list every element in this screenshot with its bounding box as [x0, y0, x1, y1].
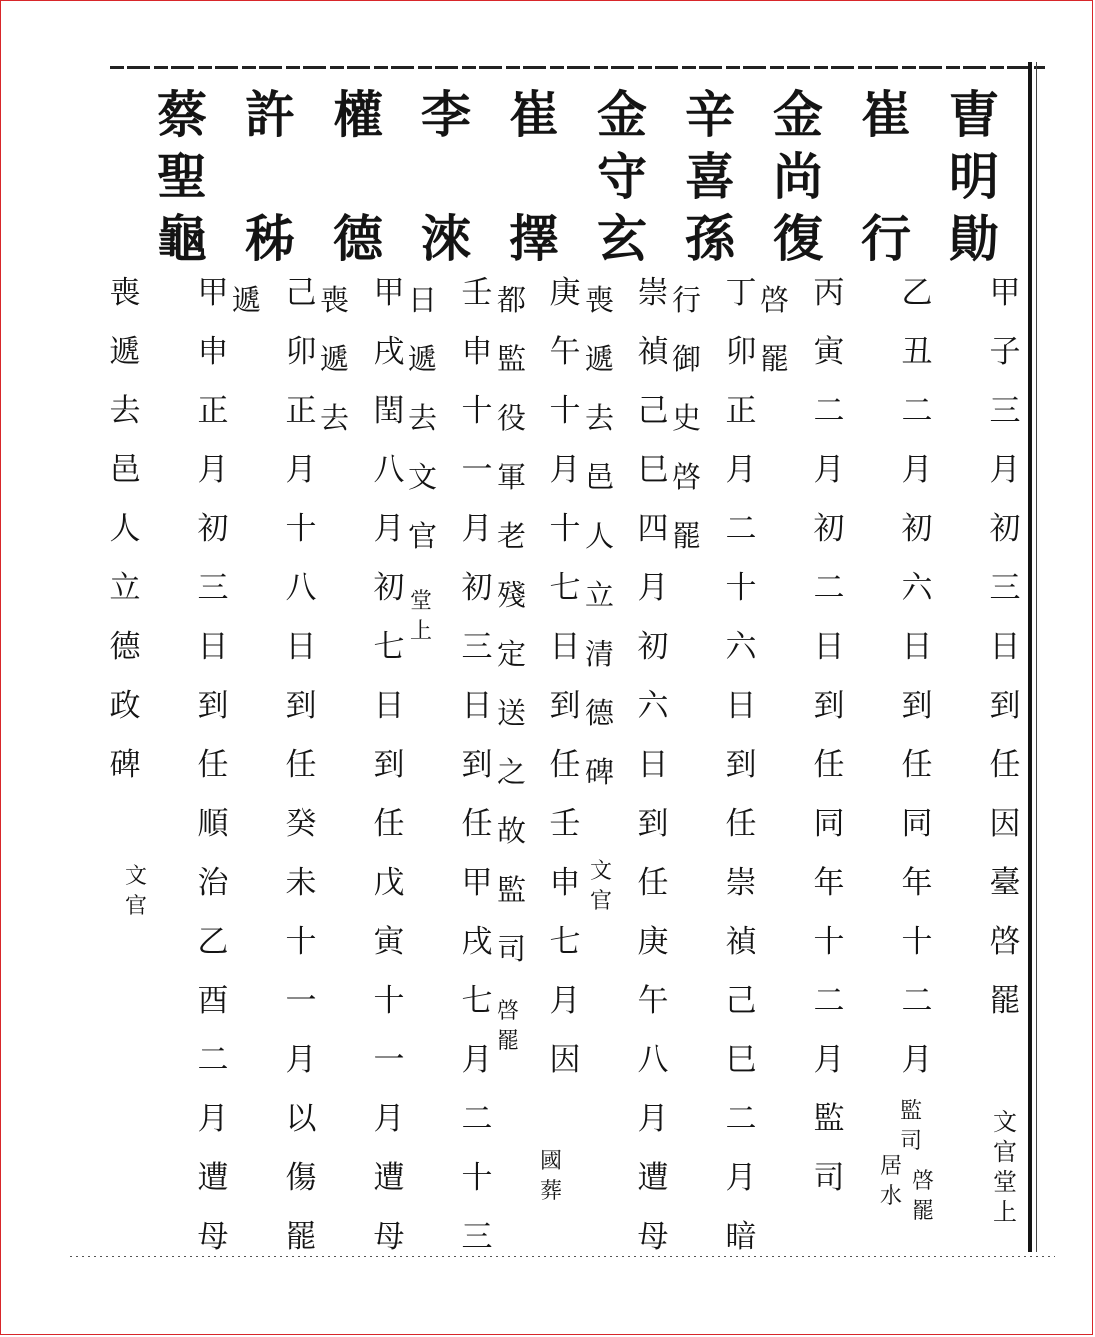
entry-e9-char: 到 [285, 688, 317, 724]
entry-e4-char: 暗 [725, 1219, 757, 1255]
entry-e1-char: 日 [989, 629, 1021, 665]
entry-e4-char: 己 [725, 983, 757, 1019]
entry-e4-char: 二 [725, 1101, 757, 1137]
entry-e7-char: 十 [461, 393, 493, 429]
note-n8-char: 司 [497, 932, 527, 966]
entry-e10-char: 酉 [197, 983, 229, 1019]
entry-e7-char: 一 [461, 452, 493, 488]
entry-e9-char: 卯 [285, 334, 317, 370]
name-cui1-char-1: 行 [861, 209, 911, 268]
entry-e2-char: 二 [901, 393, 933, 429]
entry-e5-char: 遭 [637, 1160, 669, 1196]
entry-e5-char: 初 [637, 629, 669, 665]
entry-e8-char: 月 [373, 511, 405, 547]
entry-e2-char: 年 [901, 865, 933, 901]
note-n6-char: 清 [585, 637, 615, 671]
entry-e9-char: 未 [285, 865, 317, 901]
entry-e1-char: 到 [989, 688, 1021, 724]
entry-e7-char: 十 [461, 1160, 493, 1196]
note-n13 [320, 285, 349, 462]
entry-e10-char: 甲 [197, 275, 229, 311]
note-n6-char: 遞 [585, 342, 615, 376]
entry-e7-char: 申 [461, 334, 493, 370]
entry-e8-char: 戌 [373, 334, 405, 370]
name-jin1-char-1: 尚 [773, 147, 823, 206]
entry-e3-char: 月 [813, 1042, 845, 1078]
note-n8 [497, 285, 526, 993]
entry-e2-char: 二 [901, 983, 933, 1019]
note-n8-char: 軍 [497, 460, 527, 494]
note-n3-char: 啓 [912, 1169, 935, 1194]
note-n5-char: 行 [672, 283, 702, 317]
entry-e7 [457, 275, 497, 1281]
entry-e9-char: 癸 [285, 806, 317, 842]
entry-e4-char: 正 [725, 393, 757, 429]
note-n7-char: 文 [590, 859, 613, 884]
entry-e10-char: 母 [197, 1219, 229, 1255]
note-n12-char: 堂 [410, 589, 433, 614]
name-cui1-char-0: 崔 [861, 85, 911, 144]
entry-e8-char: 初 [373, 570, 405, 606]
entry-e3-char: 二 [813, 393, 845, 429]
entry-e3-char: 日 [813, 629, 845, 665]
entry-e6-char: 月 [549, 983, 581, 1019]
note-n11-char: 遞 [408, 342, 438, 376]
entry-e3-char: 年 [813, 865, 845, 901]
entry-e6-char: 七 [549, 570, 581, 606]
entry-e1-char: 三 [989, 393, 1021, 429]
note-n3 [912, 1170, 934, 1230]
entry-e5-char: 禎 [637, 334, 669, 370]
note-n8-char: 役 [497, 401, 527, 435]
note-n6-char: 喪 [585, 283, 615, 317]
entry-e11 [105, 275, 145, 809]
entry-e5-char: 己 [637, 393, 669, 429]
note-n8-char: 送 [497, 696, 527, 730]
entry-e1 [985, 275, 1025, 1045]
note-n8-char: 監 [497, 342, 527, 376]
note-n11 [408, 285, 437, 580]
entry-e3-char: 任 [813, 747, 845, 783]
entry-e6 [545, 275, 585, 1104]
entry-e3-char: 十 [813, 924, 845, 960]
entry-e3-char: 初 [813, 511, 845, 547]
note-n13-char: 去 [320, 401, 350, 435]
entry-e4-char: 二 [725, 511, 757, 547]
entry-e2-char: 乙 [901, 275, 933, 311]
entry-e5-char: 四 [637, 511, 669, 547]
note-n8-char: 之 [497, 755, 527, 789]
name-jin2-char-0: 金 [597, 85, 647, 144]
note-n9-char: 罷 [497, 1029, 520, 1054]
entry-e1-char: 任 [989, 747, 1021, 783]
note-n10-char: 國 [540, 1149, 563, 1174]
entry-e10-char: 初 [197, 511, 229, 547]
entry-e1b-char: 官 [993, 1138, 1017, 1166]
entry-e4-char: 月 [725, 1160, 757, 1196]
entry-e1b-char: 堂 [993, 1168, 1017, 1196]
right-border-rule [1028, 62, 1032, 1252]
entry-e3-char: 寅 [813, 334, 845, 370]
note-n8-char: 故 [497, 814, 527, 848]
note-n8-char: 殘 [497, 578, 527, 612]
note-n5 [672, 285, 701, 580]
entry-e9-char: 正 [285, 393, 317, 429]
entry-e11-char: 碑 [109, 747, 141, 783]
entry-e4-char: 到 [725, 747, 757, 783]
entry-e5-char: 庚 [637, 924, 669, 960]
entry-e9-char: 八 [285, 570, 317, 606]
entry-e9-char: 一 [285, 983, 317, 1019]
entry-e9-char: 月 [285, 452, 317, 488]
entry-e3-char: 二 [813, 983, 845, 1019]
entry-e2-char: 到 [901, 688, 933, 724]
name-li-char-1: 淶 [421, 209, 471, 268]
entry-e8-char: 到 [373, 747, 405, 783]
note-n1-char: 監 [900, 1099, 923, 1124]
entry-e8 [369, 275, 409, 1281]
note-n10 [540, 1150, 562, 1210]
entry-e5-char: 崇 [637, 275, 669, 311]
entry-e11-char: 喪 [109, 275, 141, 311]
entry-e8-char: 甲 [373, 275, 405, 311]
entry-e11-char: 德 [109, 629, 141, 665]
name-cui2-char-1: 擇 [509, 209, 559, 268]
entry-e3-char: 司 [813, 1160, 845, 1196]
entry-e5 [633, 275, 673, 1281]
note-n14-char: 遞 [232, 283, 262, 317]
note-n6-char: 去 [585, 401, 615, 435]
entry-e5-char: 任 [637, 865, 669, 901]
name-xin-char-0: 辛 [685, 85, 735, 144]
entry-e5-char: 巳 [637, 452, 669, 488]
entry-e7-char: 月 [461, 511, 493, 547]
entry-e1b-char: 文 [993, 1108, 1017, 1136]
note-n5-char: 罷 [672, 519, 702, 553]
entry-e1-char: 臺 [989, 865, 1021, 901]
note-n5-char: 啓 [672, 460, 702, 494]
note-n15 [125, 865, 147, 925]
name-quan-char-1: 德 [333, 209, 383, 268]
entry-e5-char: 到 [637, 806, 669, 842]
note-n6-char: 邑 [585, 460, 615, 494]
note-n7-char: 官 [590, 889, 613, 914]
note-n8-char: 定 [497, 637, 527, 671]
entry-e9-char: 己 [285, 275, 317, 311]
entry-e8-char: 一 [373, 1042, 405, 1078]
note-n9 [497, 1000, 519, 1060]
entry-e10-char: 任 [197, 747, 229, 783]
note-n9-char: 啓 [497, 999, 520, 1024]
entry-e8-char: 日 [373, 688, 405, 724]
entry-e7-char: 三 [461, 629, 493, 665]
note-n2-char: 居 [880, 1154, 903, 1179]
note-n6 [585, 285, 614, 816]
entry-e5-char: 日 [637, 747, 669, 783]
entry-e4-char: 六 [725, 629, 757, 665]
entry-e8-char: 十 [373, 983, 405, 1019]
entry-e9-char: 任 [285, 747, 317, 783]
entry-e4 [721, 275, 761, 1281]
entry-e10-char: 乙 [197, 924, 229, 960]
note-n2-char: 水 [880, 1184, 903, 1209]
note-n10-char: 葬 [540, 1179, 563, 1204]
entry-e11-char: 立 [109, 570, 141, 606]
entry-e1-char: 啓 [989, 924, 1021, 960]
entry-e5-char: 母 [637, 1219, 669, 1255]
entry-e7-char: 戌 [461, 924, 493, 960]
entry-e9-char: 十 [285, 511, 317, 547]
note-n11-char: 去 [408, 401, 438, 435]
name-li-char-0: 李 [421, 85, 471, 144]
note-n15-char: 文 [125, 864, 148, 889]
entry-e11-char: 遞 [109, 334, 141, 370]
entry-e7-char: 三 [461, 1219, 493, 1255]
entry-e8-char: 月 [373, 1101, 405, 1137]
entry-e7-char: 任 [461, 806, 493, 842]
entry-e10-char: 二 [197, 1042, 229, 1078]
entry-e9-char: 罷 [285, 1219, 317, 1255]
note-n5-char: 史 [672, 401, 702, 435]
entry-e1-char: 三 [989, 570, 1021, 606]
note-n4 [760, 285, 789, 403]
entry-e7-char: 甲 [461, 865, 493, 901]
entry-e10-char: 申 [197, 334, 229, 370]
entry-e3-char: 二 [813, 570, 845, 606]
entry-e7-char: 月 [461, 1042, 493, 1078]
note-n11-char: 官 [408, 519, 438, 553]
entry-e4-char: 巳 [725, 1042, 757, 1078]
note-n1 [900, 1100, 922, 1160]
note-n11-char: 文 [408, 460, 438, 494]
name-xin-char-1: 喜 [685, 147, 735, 206]
name-xin-char-2: 孫 [685, 209, 735, 268]
note-n13-char: 喪 [320, 283, 350, 317]
name-jin2-char-2: 玄 [597, 209, 647, 268]
entry-e4-char: 卯 [725, 334, 757, 370]
entry-e6-char: 到 [549, 688, 581, 724]
entry-e2-char: 十 [901, 924, 933, 960]
name-xu-char-1: 秭 [245, 209, 295, 268]
note-n4-char: 啓 [760, 283, 790, 317]
entry-e10-char: 順 [197, 806, 229, 842]
entry-e3-char: 監 [813, 1101, 845, 1137]
entry-e2-char: 月 [901, 452, 933, 488]
entry-e6-char: 壬 [549, 806, 581, 842]
entry-e7-char: 日 [461, 688, 493, 724]
name-cao-char-0: 曺 [949, 85, 999, 144]
note-n1-char: 司 [900, 1129, 923, 1154]
entry-e6-char: 月 [549, 452, 581, 488]
note-n14 [232, 285, 261, 344]
entry-e6-char: 任 [549, 747, 581, 783]
entry-e3 [809, 275, 849, 1222]
entry-e11-char: 邑 [109, 452, 141, 488]
entry-e9 [281, 275, 321, 1281]
entry-e10-char: 月 [197, 452, 229, 488]
entry-e6-char: 十 [549, 511, 581, 547]
note-n8-char: 老 [497, 519, 527, 553]
entry-e2-char: 月 [901, 1042, 933, 1078]
entry-e1-char: 子 [989, 334, 1021, 370]
entry-e1-char: 罷 [989, 983, 1021, 1019]
note-n2 [880, 1155, 902, 1215]
entry-e4-char: 崇 [725, 865, 757, 901]
entry-e9-char: 以 [285, 1101, 317, 1137]
name-cai-char-2: 龜 [157, 209, 207, 268]
entry-e8-char: 任 [373, 806, 405, 842]
name-jin1-char-2: 復 [773, 209, 823, 268]
entry-e5-char: 午 [637, 983, 669, 1019]
entry-e4-char: 禎 [725, 924, 757, 960]
entry-e10 [193, 275, 233, 1281]
name-cao-char-2: 勛 [949, 209, 999, 268]
entry-e9-char: 十 [285, 924, 317, 960]
entry-e7-char: 初 [461, 570, 493, 606]
name-cai-char-1: 聖 [157, 147, 207, 206]
entry-e2-char: 初 [901, 511, 933, 547]
entry-e8-char: 母 [373, 1219, 405, 1255]
note-n6-char: 人 [585, 519, 615, 553]
entry-e2-char: 日 [901, 629, 933, 665]
entry-e8-char: 遭 [373, 1160, 405, 1196]
note-n15-char: 官 [125, 894, 148, 919]
entry-e2-char: 任 [901, 747, 933, 783]
entry-e7-char: 到 [461, 747, 493, 783]
entry-e3-char: 月 [813, 452, 845, 488]
name-jin2-char-1: 守 [597, 147, 647, 206]
entry-e2 [897, 275, 937, 1104]
entry-e8-char: 戊 [373, 865, 405, 901]
entry-e10-char: 治 [197, 865, 229, 901]
note-n6-char: 德 [585, 696, 615, 730]
entry-e11-char: 人 [109, 511, 141, 547]
entry-e5-char: 八 [637, 1042, 669, 1078]
name-jin1-char-0: 金 [773, 85, 823, 144]
top-rule [110, 66, 1045, 69]
entry-e7-char: 壬 [461, 275, 493, 311]
entry-e4-char: 日 [725, 688, 757, 724]
entry-e11-char: 政 [109, 688, 141, 724]
entry-e10-char: 遭 [197, 1160, 229, 1196]
entry-e5-char: 月 [637, 570, 669, 606]
entry-e2-char: 六 [901, 570, 933, 606]
note-n6-char: 立 [585, 578, 615, 612]
entry-e1-char: 因 [989, 806, 1021, 842]
note-n13-char: 遞 [320, 342, 350, 376]
entry-e6-char: 庚 [549, 275, 581, 311]
entry-e3-char: 到 [813, 688, 845, 724]
entry-e4-char: 十 [725, 570, 757, 606]
entry-e4-char: 任 [725, 806, 757, 842]
entry-e8-char: 寅 [373, 924, 405, 960]
entry-e5-char: 六 [637, 688, 669, 724]
note-n3-char: 罷 [912, 1199, 935, 1224]
note-n5-char: 御 [672, 342, 702, 376]
entry-e1-char: 初 [989, 511, 1021, 547]
entry-e8-char: 七 [373, 629, 405, 665]
entry-e10-char: 月 [197, 1101, 229, 1137]
entry-e3-char: 丙 [813, 275, 845, 311]
entry-e1-char: 甲 [989, 275, 1021, 311]
entry-e4-char: 月 [725, 452, 757, 488]
entry-e10-char: 三 [197, 570, 229, 606]
entry-e6-char: 十 [549, 393, 581, 429]
entry-e2-char: 同 [901, 806, 933, 842]
note-n8-char: 都 [497, 283, 527, 317]
note-n12-char: 上 [410, 619, 433, 644]
note-n6-char: 碑 [585, 755, 615, 789]
entry-e2-char: 丑 [901, 334, 933, 370]
name-quan-char-0: 權 [333, 85, 383, 144]
entry-e11-char: 去 [109, 393, 141, 429]
entry-e1b-char: 上 [993, 1198, 1017, 1226]
entry-e8-char: 八 [373, 452, 405, 488]
entry-e7-char: 二 [461, 1101, 493, 1137]
entry-e4-char: 丁 [725, 275, 757, 311]
entry-e1-char: 月 [989, 452, 1021, 488]
entry-e8-char: 閏 [373, 393, 405, 429]
entry-e6-char: 午 [549, 334, 581, 370]
name-cai-char-0: 蔡 [157, 85, 207, 144]
note-n7 [590, 860, 612, 920]
entry-e10-char: 日 [197, 629, 229, 665]
note-n8-char: 監 [497, 873, 527, 907]
entry-e9-char: 日 [285, 629, 317, 665]
entry-e6-char: 日 [549, 629, 581, 665]
name-xu-char-0: 許 [245, 85, 295, 144]
entry-e10-char: 到 [197, 688, 229, 724]
note-n12 [410, 590, 432, 650]
entry-e1b [985, 1110, 1025, 1230]
entry-e6-char: 因 [549, 1042, 581, 1078]
entry-e9-char: 傷 [285, 1160, 317, 1196]
note-n11-char: 日 [408, 283, 438, 317]
entry-e3-char: 同 [813, 806, 845, 842]
right-border-thin-rule [1036, 62, 1037, 1252]
entry-e9-char: 月 [285, 1042, 317, 1078]
note-n4-char: 罷 [760, 342, 790, 376]
name-cao-char-1: 明 [949, 147, 999, 206]
entry-e6-char: 申 [549, 865, 581, 901]
name-cui2-char-0: 崔 [509, 85, 559, 144]
entry-e5-char: 月 [637, 1101, 669, 1137]
entry-e10-char: 正 [197, 393, 229, 429]
entry-e7-char: 七 [461, 983, 493, 1019]
entry-e6-char: 七 [549, 924, 581, 960]
